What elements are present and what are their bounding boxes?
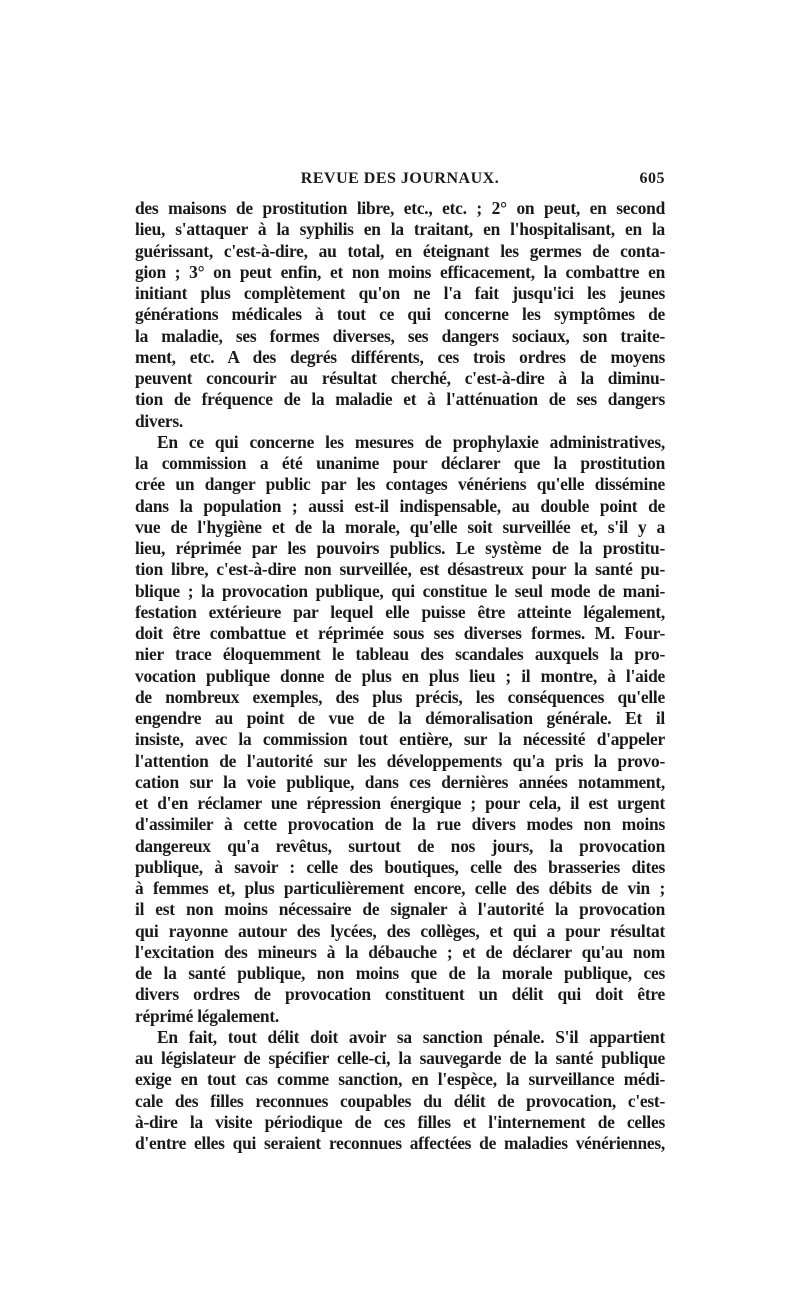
text-line: d'assimiler à cette provocation de la rue divers modes non moins xyxy=(135,814,665,835)
text-line: dans la population ; aussi est-il indispensable, au double point de xyxy=(135,495,665,516)
text-line: et d'en réclamer une répression énergique ; pour cela, il est urgent xyxy=(135,793,665,813)
text-line: cale des filles reconnues coupables du délit de provocation, c'est- xyxy=(135,1090,665,1111)
text-line: l'attention de l'autorité sur les développements qu'a pris la provo- xyxy=(135,750,665,771)
text-line: divers ordres de provocation constituent un délit qui doit être xyxy=(135,984,665,1005)
text-line: doit être combattue et réprimée sous ses diverses formes. M. Four- xyxy=(135,623,665,643)
text-line: tion libre, c'est-à-dire non surveillée, est désastreux pour la santé pu- xyxy=(135,559,665,580)
paragraph-3 xyxy=(135,1027,665,1155)
text-line: peuvent concourir au résultat cherché, c'est-à-dire à la diminu- xyxy=(135,368,665,388)
text-line: des maisons de prostitution libre, etc., etc. ; 2° on peut, en second xyxy=(135,198,665,218)
text-line: tion de fréquence de la maladie et à l'atténuation de ses dangers xyxy=(135,389,665,410)
text-line: la commission a été unanime pour déclarer que la prostitution xyxy=(135,453,665,473)
text-line: En fait, tout délit doit avoir sa sanction pénale. S'il appartient xyxy=(157,1026,665,1047)
text-line: initiant plus complètement qu'on ne l'a fait jusqu'ici les jeunes xyxy=(135,283,665,303)
text-line: lieu, réprimée par les pouvoirs publics. Le système de la prostitu- xyxy=(135,538,665,558)
text-line: vocation publique donne de plus en plus lieu ; il montre, à l'aide xyxy=(135,665,665,686)
text-line: crée un danger public par les contages vénériens qu'elle dissémine xyxy=(135,474,665,495)
text-line: de nombreux exemples, des plus précis, les conséquences qu'elle xyxy=(135,686,665,707)
text-line: à-dire la visite périodique de ces filles et l'internement de celles xyxy=(135,1111,665,1132)
paragraph-1 xyxy=(135,198,665,432)
text-line: cation sur la voie publique, dans ces dernières années notamment, xyxy=(135,771,665,792)
text-line: dangereux qu'a revêtus, surtout de nos jours, la provocation xyxy=(135,835,665,856)
text-line: la maladie, ses formes diverses, ses dangers sociaux, son traite- xyxy=(135,325,665,346)
text-line: qui rayonne autour des lycées, des collèges, et qui a pour résultat xyxy=(135,920,665,941)
paragraph-2 xyxy=(135,432,665,1027)
text-line: ment, etc. A des degrés différents, ces trois ordres de moyens xyxy=(135,346,665,367)
body-text xyxy=(135,198,665,1154)
text-line: au législateur de spécifier celle-ci, la sauvegarde de la santé publique xyxy=(135,1048,665,1068)
text-line: engendre au point de vue de la démoralisation générale. Et il xyxy=(135,708,665,728)
text-line: exige en tout cas comme sanction, en l'espèce, la surveillance médi- xyxy=(135,1069,665,1090)
text-line: guérissant, c'est-à-dire, au total, en éteignant les germes de conta- xyxy=(135,240,665,261)
text-line: à femmes et, plus particulièrement encore, celle des débits de vin ; xyxy=(135,878,665,898)
text-line: lieu, s'attaquer à la syphilis en la traitant, en l'hospitalisant, en la xyxy=(135,219,665,240)
text-line: réprimé légalement. xyxy=(135,1005,279,1026)
text-line: En ce qui concerne les mesures de prophylaxie administratives, xyxy=(157,431,665,452)
text-line: gion ; 3° on peut enfin, et non moins efficacement, la combattre en xyxy=(135,261,665,282)
text-line: publique, à savoir : celle des boutiques, celle des brasseries dites xyxy=(135,856,665,877)
text-line: festation extérieure par lequel elle puisse être atteinte légalement, xyxy=(135,601,665,622)
text-line: divers. xyxy=(135,410,184,431)
text-line: d'entre elles qui seraient reconnues affectées de maladies vénériennes, xyxy=(135,1133,665,1153)
text-line: de la santé publique, non moins que de la morale publique, ces xyxy=(135,963,665,983)
running-title: REVUE DES JOURNAUX. xyxy=(300,170,500,187)
text-line: vue de l'hygiène et de la morale, qu'elle soit surveillée et, s'il y a xyxy=(135,516,665,537)
text-line: insiste, avec la commission tout entière, sur la nécessité d'appeler xyxy=(135,729,665,750)
running-header xyxy=(135,170,665,198)
text-line: générations médicales à tout ce qui concerne les symptômes de xyxy=(135,304,665,325)
text-line: nier trace éloquemment le tableau des scandales auxquels la pro- xyxy=(135,644,665,665)
document-page xyxy=(135,170,665,1154)
page-number: 605 xyxy=(639,170,665,187)
text-line: l'excitation des mineurs à la débauche ; et de déclarer qu'au nom xyxy=(135,941,665,962)
text-line: il est non moins nécessaire de signaler à l'autorité la provocation xyxy=(135,899,665,920)
text-line: blique ; la provocation publique, qui constitue le seul mode de mani- xyxy=(135,580,665,601)
